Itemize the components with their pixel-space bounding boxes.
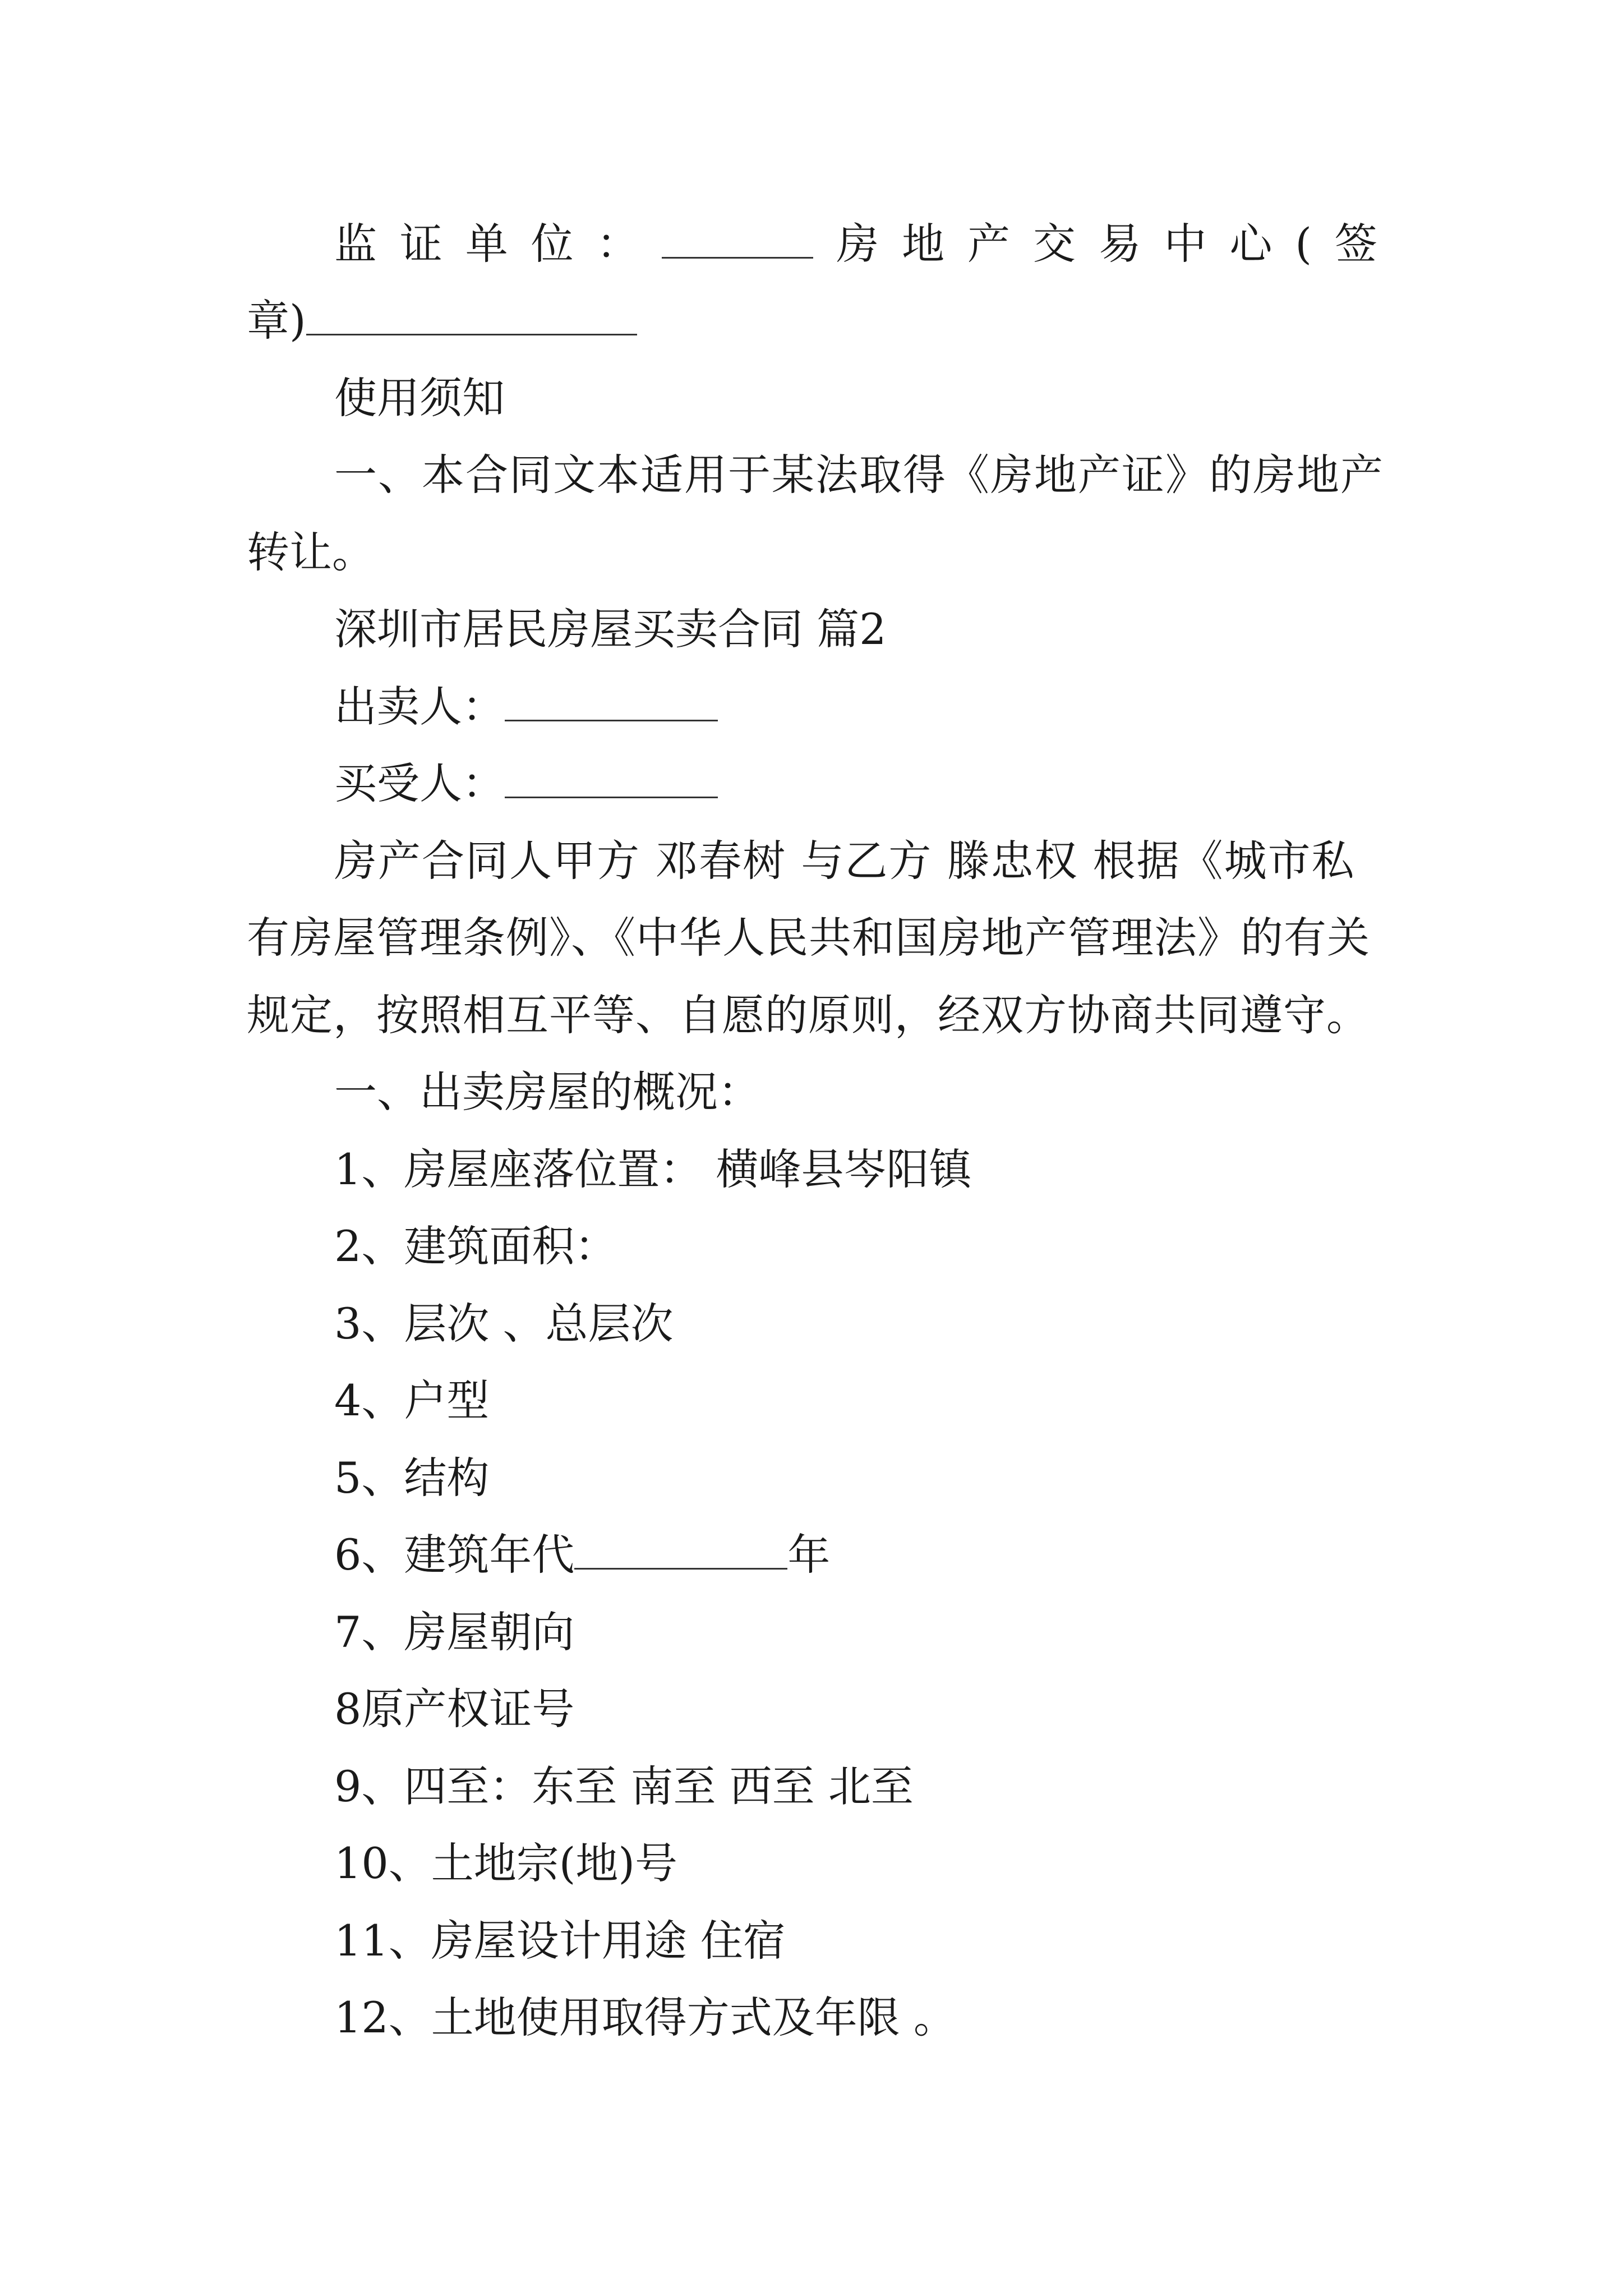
intro-line-2: 有房屋管理条例》、《中华人民共和国房地产管理法》的有关 xyxy=(247,913,1370,963)
build-year-blank xyxy=(574,1529,787,1570)
buyer-label: 买受人： xyxy=(334,758,505,808)
supervisor-blank xyxy=(662,216,813,272)
supervisor-char: 易 xyxy=(1098,219,1141,269)
house-item-11: 11、房屋设计用途 住宿 xyxy=(334,1916,786,1966)
supervisor-char: 单 xyxy=(465,219,508,269)
seller-blank xyxy=(505,680,718,721)
house-item-8: 8原产权证号 xyxy=(334,1684,575,1734)
house-item-9: 9、四至：东至 南至 西至 北至 xyxy=(334,1761,914,1811)
intro-line-3: 规定，按照相互平等、自愿的原则，经双方协商共同遵守。 xyxy=(247,990,1370,1040)
house-item-12: 12、土地使用取得方式及年限 。 xyxy=(334,1993,956,2042)
supervisor-char: 监 xyxy=(334,219,377,269)
usage-item-1-line1: 一、本合同文本适用于某法取得《房地产证》的房地产 xyxy=(334,450,1384,500)
supervisor-line-continued xyxy=(247,293,637,349)
supervisor-char: 心 xyxy=(1229,219,1272,269)
supervisor-char: 位 xyxy=(531,219,574,269)
house-item-6-prefix: 6、建筑年代 xyxy=(334,1530,575,1580)
supervisor-char: ( xyxy=(1295,219,1312,269)
house-item-1: 1、房屋座落位置： 横峰县岑阳镇 xyxy=(334,1144,972,1194)
buyer-line xyxy=(334,756,718,812)
supervisor-char: 中 xyxy=(1164,219,1207,269)
supervisor-line xyxy=(334,216,1377,272)
seller-line xyxy=(334,679,718,735)
buyer-blank xyxy=(505,757,718,798)
house-item-2: 2、建筑面积： xyxy=(334,1221,617,1271)
usage-item-1-line2: 转让。 xyxy=(247,527,375,577)
house-overview-title: 一、出卖房屋的概况： xyxy=(334,1067,760,1117)
seller-label: 出卖人： xyxy=(334,682,505,731)
house-item-4: 4、户型 xyxy=(334,1375,490,1425)
supervisor-char: 签 xyxy=(1334,219,1377,269)
supervisor-char: 交 xyxy=(1032,219,1076,269)
house-item-7: 7、房屋朝向 xyxy=(334,1607,575,1657)
usage-notice-title: 使用须知 xyxy=(334,373,505,423)
supervisor-tail: 章) xyxy=(247,296,306,346)
supervisor-char: 房 xyxy=(836,219,879,269)
supervisor-char: 地 xyxy=(902,219,945,269)
intro-line-1: 房产合同人甲方 邓春树 与乙方 滕忠权 根据《城市私 xyxy=(334,836,1355,886)
supervisor-char: 证 xyxy=(399,219,442,269)
house-item-6 xyxy=(334,1527,830,1583)
signature-blank xyxy=(306,295,637,335)
section-title: 深圳市居民房屋买卖合同 篇2 xyxy=(334,604,887,654)
house-item-10: 10、土地宗(地)号 xyxy=(334,1838,678,1888)
supervisor-char: 产 xyxy=(967,219,1010,269)
house-item-3: 3、层次 、总层次 xyxy=(334,1299,674,1349)
house-item-5: 5、结构 xyxy=(334,1453,490,1503)
house-item-6-suffix: 年 xyxy=(787,1530,831,1580)
supervisor-char: ： xyxy=(596,219,639,269)
